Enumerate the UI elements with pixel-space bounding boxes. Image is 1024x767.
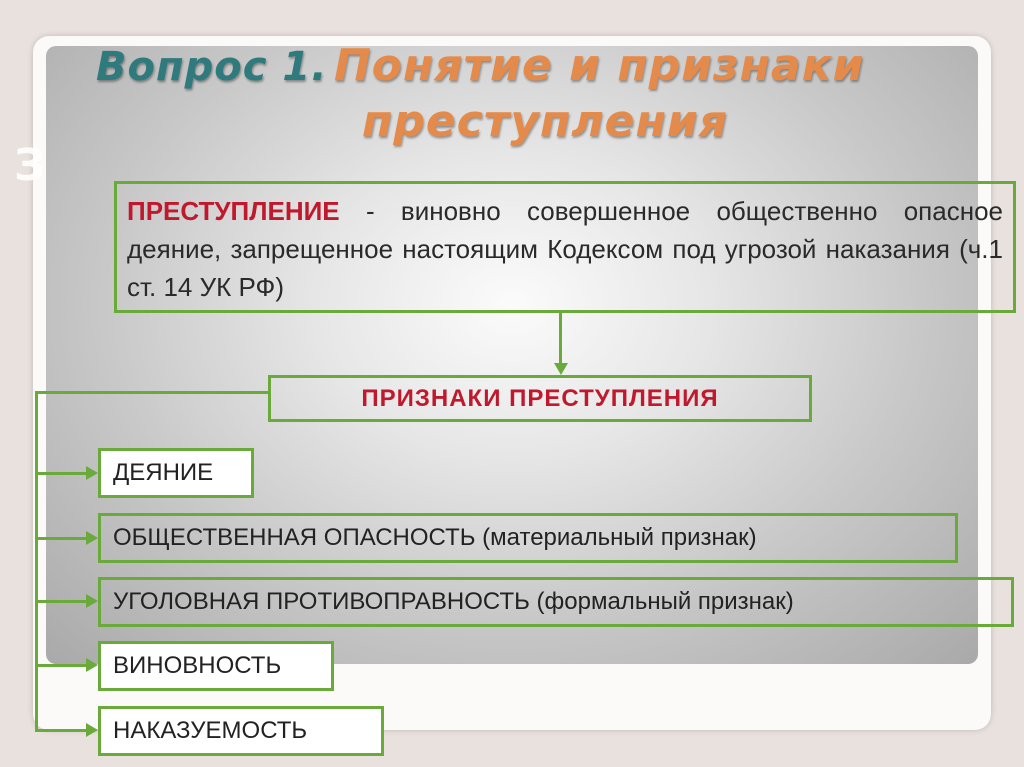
sign-item: ВИНОВНОСТЬ [98,641,334,691]
branch-4 [35,664,87,667]
title-main: Понятие и признаки [333,40,865,91]
arrow-right-icon [86,466,98,480]
branch-5 [35,729,87,732]
definition-term: ПРЕСТУПЛЕНИЕ [127,196,340,226]
arrow-down-icon [554,363,568,375]
title-question: Вопрос 1. [96,44,328,90]
branch-3 [35,600,87,603]
connector-def-to-signs [559,313,562,365]
arrow-right-icon [86,594,98,608]
sign-item: НАКАЗУЕМОСТЬ [98,706,384,756]
branch-2 [35,537,87,540]
signs-heading: ПРИЗНАКИ ПРЕСТУПЛЕНИЯ [268,375,812,422]
arrow-right-icon [86,658,98,672]
connector-left-vertical [35,391,38,732]
arrow-right-icon [86,531,98,545]
background-letter: З [14,140,46,191]
sign-item: ОБЩЕСТВЕННАЯ ОПАСНОСТЬ (материальный признак) [98,513,958,563]
title-line2: преступления [362,96,728,147]
slide-title [96,40,996,91]
branch-1 [35,472,87,475]
sign-item: УГОЛОВНАЯ ПРОТИВОПРАВНОСТЬ (формальный признак) [98,577,1014,627]
sign-item: ДЕЯНИЕ [98,448,254,498]
definition-box [114,181,1016,313]
arrow-right-icon [86,723,98,737]
connector-left-horizontal [35,391,268,394]
definition-text: - виновно совершенное общественно опасное деяние, запрещенное настоящим Кодексом под угрозой наказания (ч.1 ст. 14 УК РФ) [127,196,1003,302]
